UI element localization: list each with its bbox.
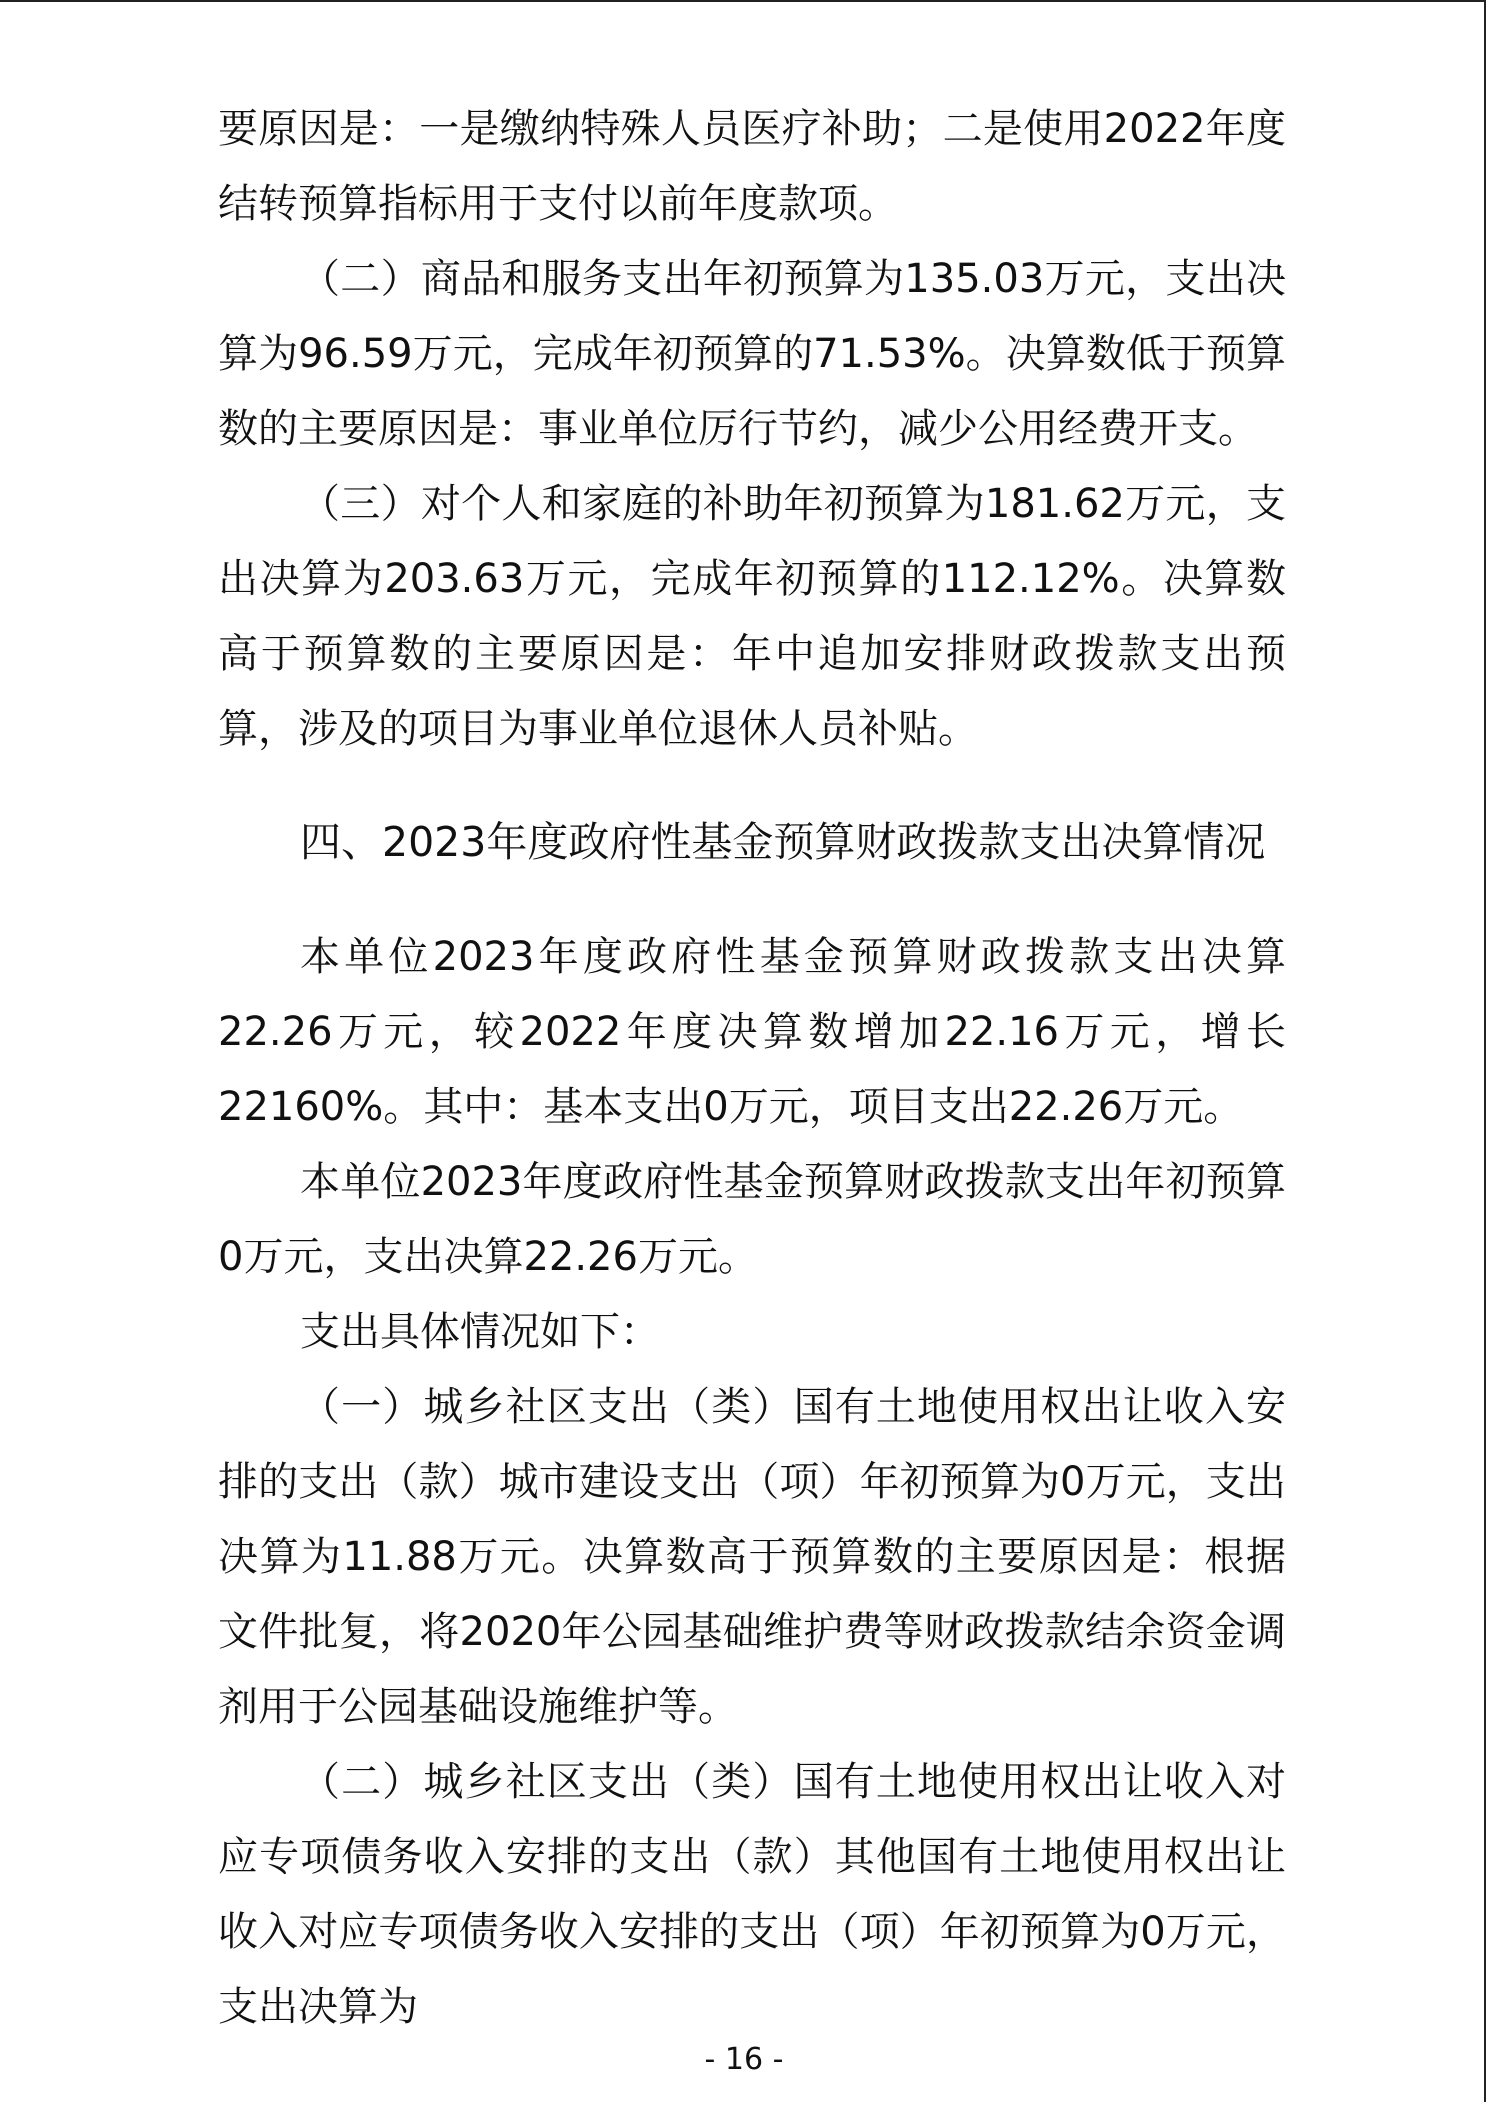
paragraph-details-intro: 支出具体情况如下： xyxy=(300,1309,660,1355)
paragraph-item-two: （二）城乡社区支出（类）国有土地使用权出让收入对应专项债务收入安排的支出（款）其他国有土地使用权出让收入对应专项债务收入安排的支出（项）年初预算为0万元，支出决算为 xyxy=(218,1759,1286,2030)
document-body xyxy=(218,92,1286,2045)
paragraph-fund-budget: 本单位2023年度政府性基金预算财政拨款支出年初预算0万元，支出决算22.26万元。 xyxy=(218,1159,1286,1280)
paragraph-item-one: （一）城乡社区支出（类）国有土地使用权出让收入安排的支出（款）城市建设支出（项）年初预算为0万元，支出决算为11.88万元。决算数高于预算数的主要原因是：根据文件批复，将2020年公园基础维护费等财政拨款结余资金调剂用于公园基础设施维护等。 xyxy=(218,1384,1286,1730)
paragraph-household-subsidy: （三）对个人和家庭的补助年初预算为181.62万元，支出决算为203.63万元，完成年初预算的112.12%。决算数高于预算数的主要原因是：年中追加安排财政拨款支出预算，涉及的项目为事业单位退休人员补贴。 xyxy=(218,481,1286,752)
paragraph-fund-summary: 本单位2023年度政府性基金预算财政拨款支出决算22.26万元，较2022年度决算数增加22.16万元，增长22160%。其中：基本支出0万元，项目支出22.26万元。 xyxy=(218,934,1286,1130)
paragraph-continuation: 要原因是：一是缴纳特殊人员医疗补助；二是使用2022年度结转预算指标用于支付以前年度款项。 xyxy=(218,106,1286,227)
section-heading: 四、2023年度政府性基金预算财政拨款支出决算情况 xyxy=(300,818,1266,866)
page-number: - 16 - xyxy=(704,2042,784,2077)
paragraph-goods-services: （二）商品和服务支出年初预算为135.03万元，支出决算为96.59万元，完成年初预算的71.53%。决算数低于预算数的主要原因是：事业单位厉行节约，减少公用经费开支。 xyxy=(218,256,1286,452)
